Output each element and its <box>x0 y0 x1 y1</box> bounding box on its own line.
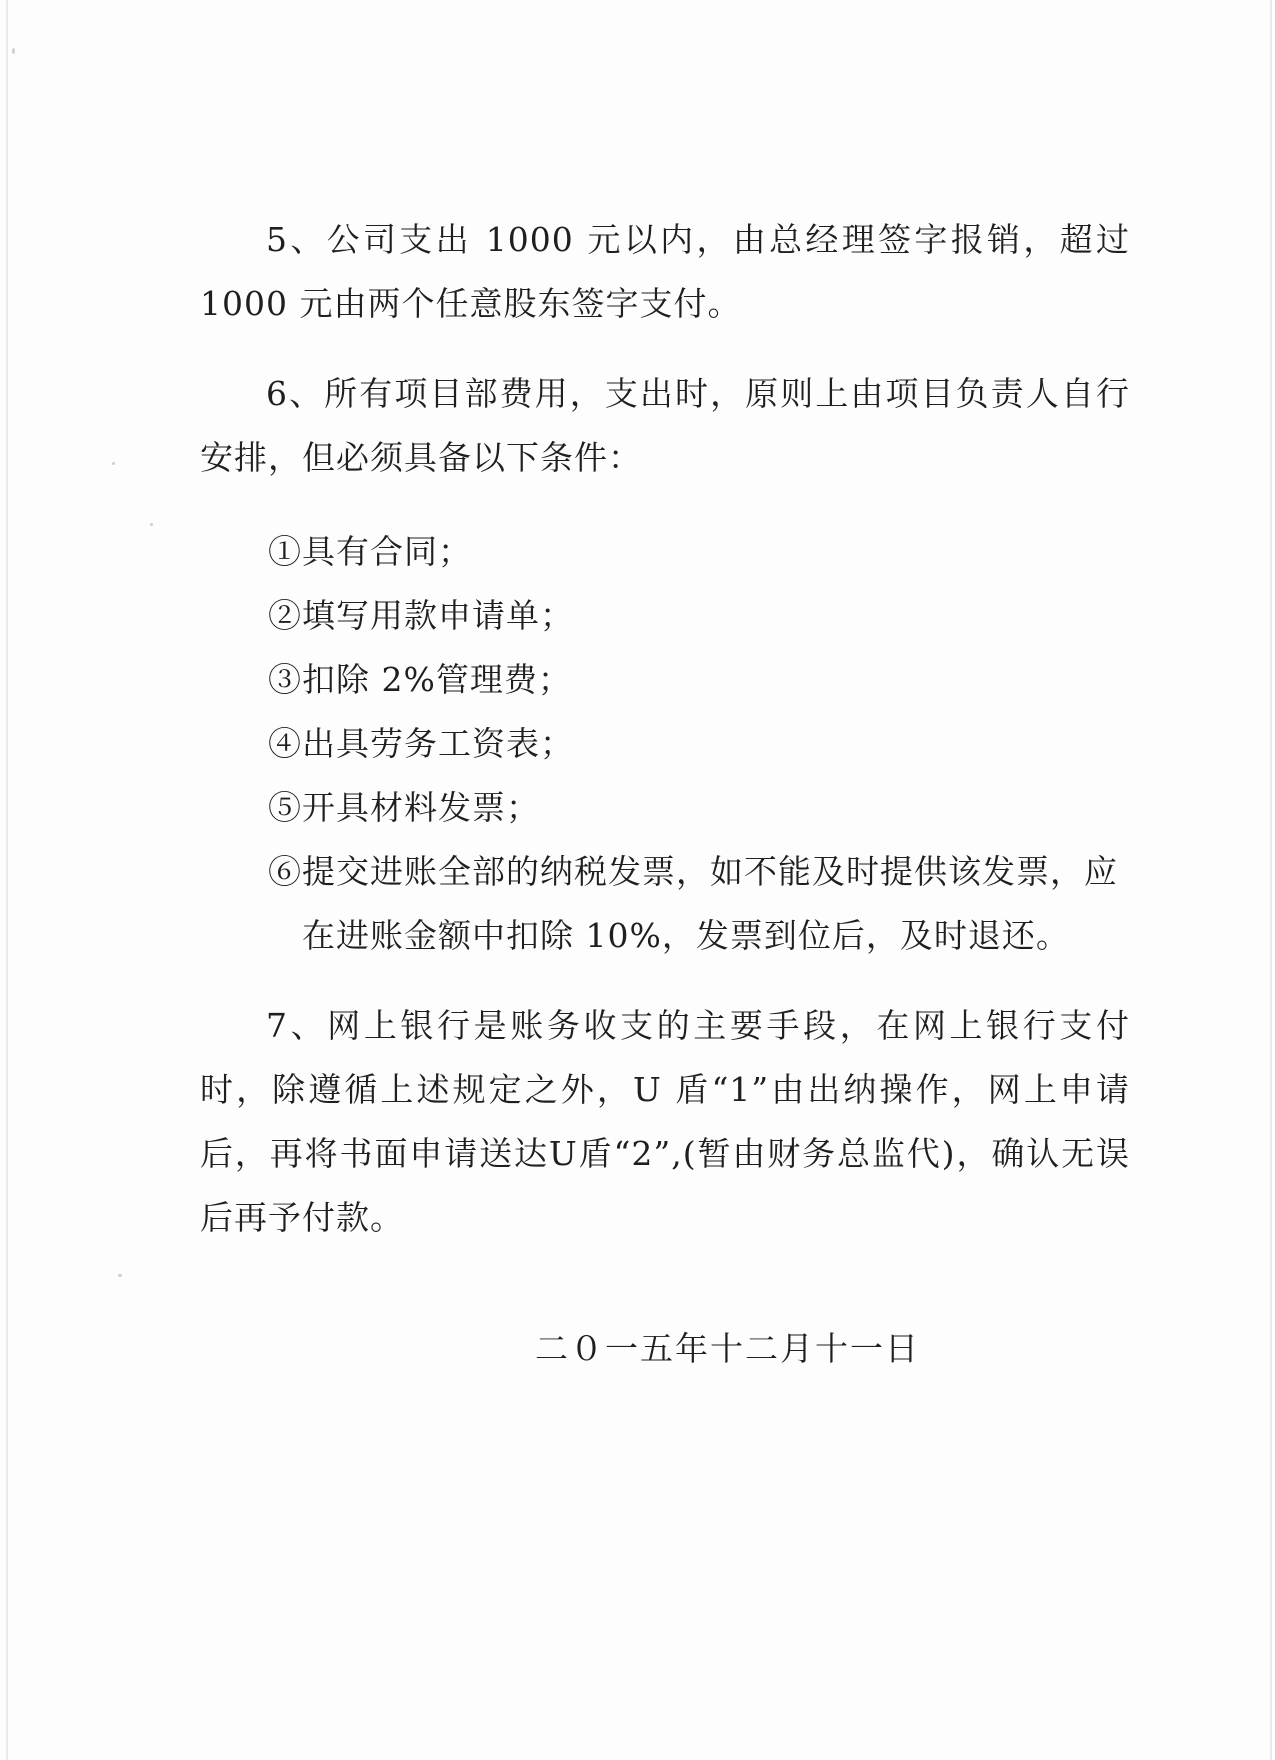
paragraph-6: 6、所有项目部费用，支出时，原则上由项目负责人自行安排，但必须具备以下条件： <box>200 374 1130 477</box>
scan-edge-left <box>6 0 8 1760</box>
scan-edge-right <box>1270 0 1272 1760</box>
scan-speck <box>150 523 153 526</box>
paragraph-7: 7、网上银行是账务收支的主要手段，在网上银行支付时，除遵循上述规定之外，U 盾“1”由出纳操作，网上申请后，再将书面申请送达U盾“2”,(暂由财务总监代)，确认无误后再予付款。 <box>200 1006 1130 1237</box>
condition-item-6: ⑥提交进账全部的纳税发票，如不能及时提供该发票，应在进账金额中扣除 10%，发票到位后，及时退还。 <box>268 852 1118 955</box>
paragraph-5: 5、公司支出 1000 元以内，由总经理签字报销，超过 1000 元由两个任意股东签字支付。 <box>200 220 1130 323</box>
condition-item-2: ②填写用款申请单； <box>268 596 574 635</box>
condition-item-3: ③扣除 2%管理费； <box>268 660 572 699</box>
condition-item-4: ④出具劳务工资表； <box>268 724 574 763</box>
document-date: 二０一五年十二月十一日 <box>535 1329 920 1368</box>
scan-speck <box>112 462 115 465</box>
condition-item-5: ⑤开具材料发票； <box>268 788 540 827</box>
condition-item-1: ①具有合同； <box>268 532 472 571</box>
scan-speck <box>12 48 15 54</box>
scan-speck <box>118 1274 122 1277</box>
